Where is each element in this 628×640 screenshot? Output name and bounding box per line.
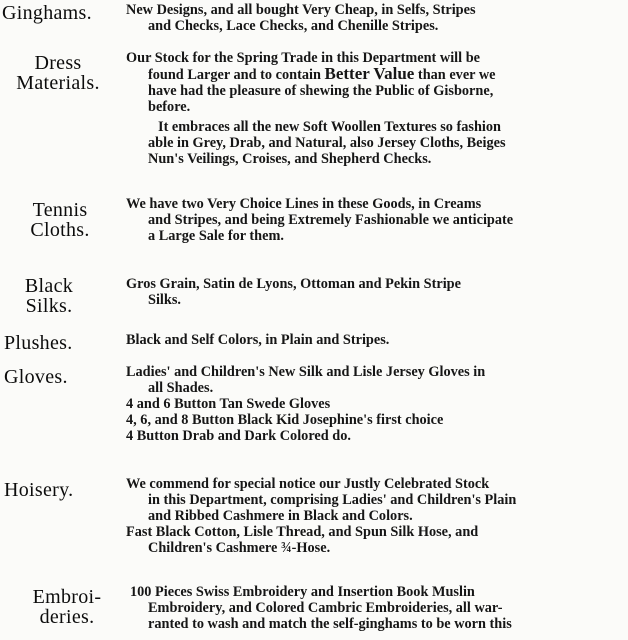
text-line: 4 Button Drab and Dark Colored do.: [126, 428, 351, 444]
heading-line: deries.: [39, 606, 95, 628]
heading-line: Cloths.: [30, 219, 90, 241]
text-line: New Designs, and all bought Very Cheap, in Selfs, Stripes: [126, 2, 476, 18]
text-line: We have two Very Choice Lines in these Goods, in Creams: [126, 196, 482, 212]
heading-ginghams: [2, 3, 120, 23]
text-line: Silks.: [148, 292, 181, 308]
heading-dress-materials: [6, 53, 110, 93]
heading-line: Ginghams.: [2, 2, 92, 24]
heading-line: Gloves.: [4, 366, 68, 388]
text-line: and Ribbed Cashmere in Black and Colors.: [148, 508, 413, 524]
text-line: all Shades.: [148, 380, 214, 396]
heading-line: Hoisery.: [4, 479, 74, 501]
text-run: found Larger and to contain: [148, 67, 325, 83]
text-line: Ladies' and Children's New Silk and Lisle Jersey Gloves in: [126, 364, 486, 380]
heading-line: Plushes.: [4, 332, 73, 354]
text-line: Embroidery, and Colored Cambric Embroideries, all war-: [148, 600, 503, 616]
text-dress-materials: [126, 50, 626, 167]
text-hoisery: [126, 476, 626, 556]
text-line: before.: [148, 99, 191, 115]
heading-embroideries: [22, 587, 112, 627]
text-line: 100 Pieces Swiss Embroidery and Insertion Book Muslin: [130, 584, 475, 600]
text-line: have had the pleasure of shewing the Public of Gisborne,: [148, 83, 494, 99]
heading-line: Tennis: [32, 199, 88, 221]
text-line: Gros Grain, Satin de Lyons, Ottoman and Pekin Stripe: [126, 276, 461, 292]
text-line: in this Department, comprising Ladies' and Children's Plain: [148, 492, 517, 508]
text-line: It embraces all the new Soft Woollen Textures so fashion: [158, 119, 502, 135]
text-black-silks: [126, 276, 626, 308]
heading-line: Embroi-: [32, 586, 102, 608]
heading-line: Materials.: [16, 72, 100, 94]
text-line: ranted to wash and match the self-ginghams to be worn this: [148, 616, 512, 632]
heading-hoisery: [4, 480, 122, 500]
text-line: Nun's Veilings, Croises, and Shepherd Checks.: [148, 151, 432, 167]
heading-black-silks: [14, 276, 84, 316]
text-line: [126, 66, 626, 83]
heading-line: Black: [24, 275, 74, 297]
text-line: Our Stock for the Spring Trade in this Department will be: [126, 50, 480, 66]
heading-tennis-cloths: [14, 200, 106, 240]
heading-line: Silks.: [25, 295, 73, 317]
text-line: We commend for special notice our Justly Celebrated Stock: [126, 476, 490, 492]
text-line: Fast Black Cotton, Lisle Thread, and Spun Silk Hose, and: [126, 524, 479, 540]
text-plushes: [126, 332, 626, 348]
text-gloves: [126, 364, 626, 444]
text-line: Black and Self Colors, in Plain and Stripes.: [126, 332, 390, 348]
text-line: able in Grey, Drab, and Natural, also Jersey Cloths, Beiges: [148, 135, 506, 151]
heading-line: Dress: [34, 52, 82, 74]
heading-gloves: [4, 367, 122, 387]
highlight-better-value: Better Value: [324, 64, 415, 83]
text-line: 4, 6, and 8 Button Black Kid Josephine's first choice: [126, 412, 444, 428]
text-ginghams: [126, 2, 626, 34]
text-line: a Large Sale for them.: [148, 228, 284, 244]
text-line: 4 and 6 Button Tan Swede Gloves: [126, 396, 331, 412]
text-tennis-cloths: [126, 196, 626, 244]
text-embroideries: [130, 584, 626, 632]
heading-plushes: [4, 333, 122, 353]
text-run: than ever we: [414, 67, 496, 83]
text-line: and Checks, Lace Checks, and Chenille Stripes.: [148, 18, 439, 34]
text-line: Children's Cashmere ¾-Hose.: [148, 540, 331, 556]
text-line: and Stripes, and being Extremely Fashionable we anticipate: [148, 212, 514, 228]
